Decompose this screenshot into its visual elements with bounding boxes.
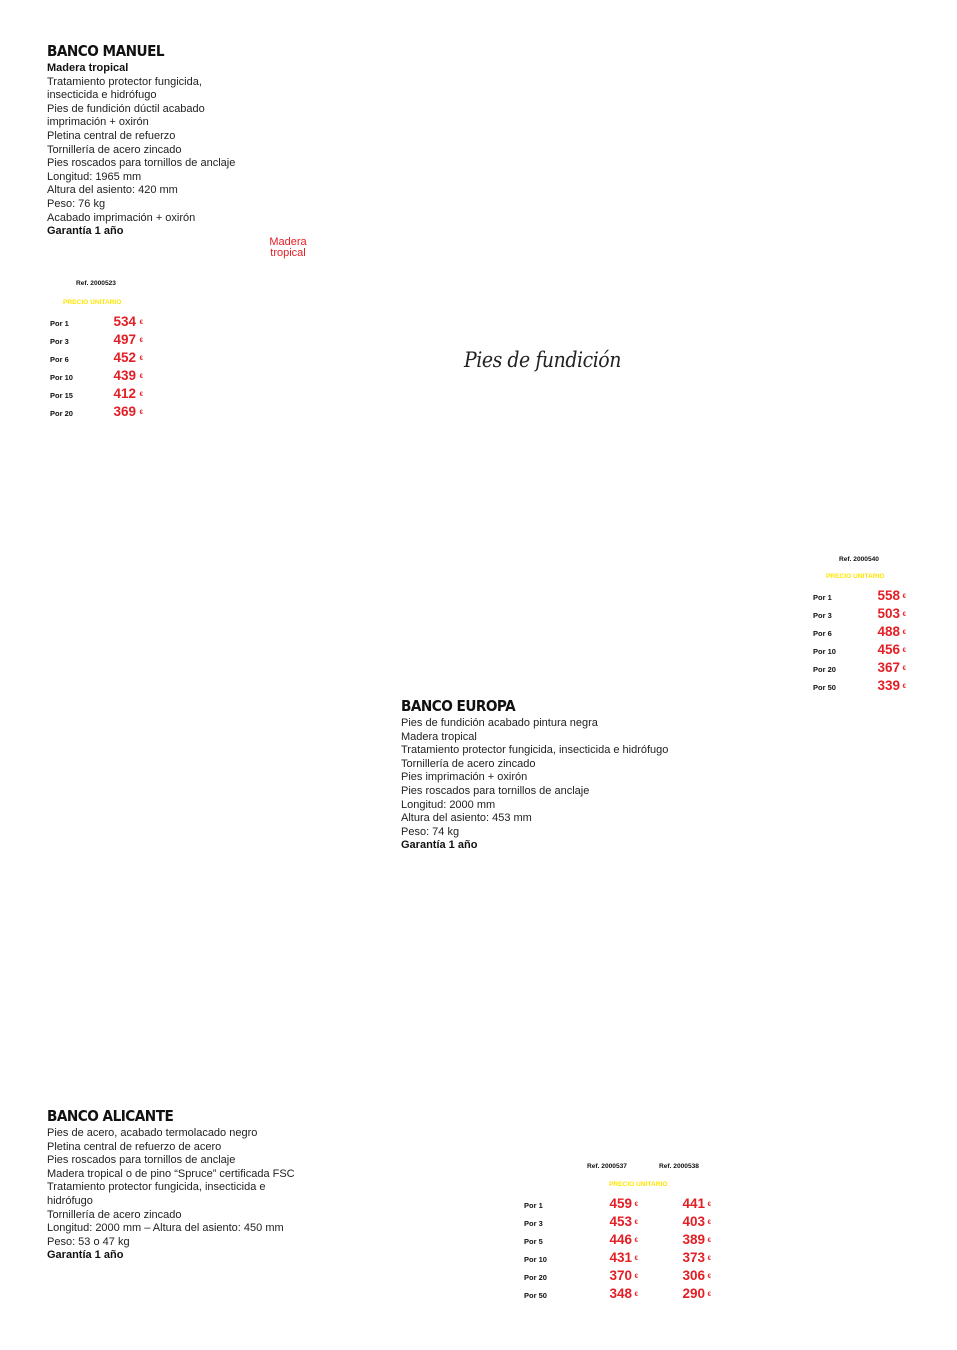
qty-label: Por 1 xyxy=(524,1201,543,1210)
price-value: 459 xyxy=(609,1196,632,1211)
price-value: 446 xyxy=(609,1232,632,1247)
price-value: 558 xyxy=(877,588,900,603)
currency-symbol: € xyxy=(707,1274,711,1280)
product-title: BANCO MANUEL xyxy=(47,42,165,60)
price-value: 369 xyxy=(113,404,136,419)
price-row xyxy=(813,659,913,677)
feature-caption: Pies de fundición xyxy=(464,348,621,372)
qty-label: Por 3 xyxy=(813,611,832,620)
spec-line: Tornillería de acero zincado xyxy=(401,757,536,770)
currency-symbol: € xyxy=(634,1202,638,1208)
spec-line: imprimación + oxirón xyxy=(47,116,149,129)
price-value: 373 xyxy=(682,1250,705,1265)
spec-line: Pies de fundición dúctil acabado xyxy=(47,102,205,115)
currency-symbol: € xyxy=(902,612,906,618)
unit-price-label: PRECIO UNITARIO xyxy=(63,299,122,306)
spec-line: Pies roscados para tornillos de anclaje xyxy=(401,784,590,797)
qty-label: Por 15 xyxy=(50,391,73,400)
callout-line: Madera xyxy=(269,236,307,248)
currency-symbol: € xyxy=(707,1238,711,1244)
price-value: 439 xyxy=(113,368,136,383)
currency-symbol: € xyxy=(634,1238,638,1244)
price-value: 503 xyxy=(877,606,900,621)
product-spec-list xyxy=(47,1127,295,1249)
qty-label: Por 3 xyxy=(50,337,69,346)
spec-line: Tornillería de acero zincado xyxy=(47,1208,182,1221)
ref-number: Ref. 2000540 xyxy=(839,556,879,563)
spec-line: Tornillería de acero zincado xyxy=(47,143,182,156)
qty-label: Por 10 xyxy=(813,647,836,656)
price-row xyxy=(813,677,913,695)
price-table-manuel xyxy=(50,280,160,425)
qty-label: Por 1 xyxy=(50,319,69,328)
currency-symbol: € xyxy=(707,1202,711,1208)
price-row xyxy=(50,367,160,385)
material-callout xyxy=(262,237,314,259)
product-title: BANCO ALICANTE xyxy=(47,1107,174,1125)
price-value: 348 xyxy=(609,1286,632,1301)
warranty-label: Garantía 1 año xyxy=(47,225,124,238)
price-value: 403 xyxy=(682,1214,705,1229)
spec-line: Madera tropical xyxy=(401,730,477,743)
product-spec-list xyxy=(47,76,235,226)
price-row xyxy=(524,1213,724,1231)
price-row xyxy=(50,385,160,403)
price-row xyxy=(50,313,160,331)
price-row xyxy=(50,331,160,349)
price-value: 456 xyxy=(877,642,900,657)
spec-line: Peso: 76 kg xyxy=(47,197,106,210)
spec-line: hidrófugo xyxy=(47,1194,93,1207)
price-value: 339 xyxy=(877,678,900,693)
spec-line: Tratamiento protector fungicida, xyxy=(47,75,202,88)
qty-label: Por 50 xyxy=(524,1291,547,1300)
qty-label: Por 3 xyxy=(524,1219,543,1228)
spec-line: Peso: 74 kg xyxy=(401,825,460,838)
currency-symbol: € xyxy=(902,684,906,690)
price-row xyxy=(524,1267,724,1285)
qty-label: Por 1 xyxy=(813,593,832,602)
currency-symbol: € xyxy=(139,338,143,344)
currency-symbol: € xyxy=(902,648,906,654)
product-title: BANCO EUROPA xyxy=(401,697,516,715)
currency-symbol: € xyxy=(707,1292,711,1298)
spec-line: insecticida e hidrófugo xyxy=(47,89,157,102)
currency-symbol: € xyxy=(634,1220,638,1226)
currency-symbol: € xyxy=(634,1256,638,1262)
spec-line: Longitud: 1965 mm xyxy=(47,170,142,183)
currency-symbol: € xyxy=(139,410,143,416)
price-value: 290 xyxy=(682,1286,705,1301)
price-value: 367 xyxy=(877,660,900,675)
qty-label: Por 5 xyxy=(524,1237,543,1246)
ref-number: Ref. 2000538 xyxy=(659,1163,699,1170)
currency-symbol: € xyxy=(902,630,906,636)
warranty-label: Garantía 1 año xyxy=(401,839,478,852)
price-row xyxy=(50,349,160,367)
currency-symbol: € xyxy=(139,320,143,326)
currency-symbol: € xyxy=(139,356,143,362)
currency-symbol: € xyxy=(139,392,143,398)
price-value: 370 xyxy=(609,1268,632,1283)
spec-line: Pletina central de refuerzo de acero xyxy=(47,1140,222,1153)
price-table-europa xyxy=(813,556,913,701)
spec-line: Pletina central de refuerzo xyxy=(47,129,176,142)
spec-line: Madera tropical o de pino “Spruce” certificada FSC xyxy=(47,1167,295,1180)
price-row xyxy=(813,641,913,659)
spec-line: Peso: 53 o 47 kg xyxy=(47,1235,130,1248)
qty-label: Por 20 xyxy=(524,1273,547,1282)
callout-line: tropical xyxy=(270,247,306,259)
unit-price-label: PRECIO UNITARIO xyxy=(609,1181,668,1188)
spec-line: Tratamiento protector fungicida, insecticida e xyxy=(47,1181,266,1194)
spec-line: Longitud: 2000 mm xyxy=(401,798,496,811)
price-value: 453 xyxy=(609,1214,632,1229)
spec-line: Pies de fundición acabado pintura negra xyxy=(401,717,598,729)
spec-line: Altura del asiento: 453 mm xyxy=(401,812,532,825)
product-alicante xyxy=(47,1107,295,1263)
price-row xyxy=(524,1249,724,1267)
qty-label: Por 20 xyxy=(813,665,836,674)
price-value: 441 xyxy=(682,1196,705,1211)
product-europa xyxy=(401,697,668,853)
spec-line: Pies imprimación + oxirón xyxy=(401,771,528,784)
price-value: 452 xyxy=(113,350,136,365)
currency-symbol: € xyxy=(634,1274,638,1280)
price-row xyxy=(813,605,913,623)
price-row xyxy=(524,1195,724,1213)
price-value: 306 xyxy=(682,1268,705,1283)
qty-label: Por 20 xyxy=(50,409,73,418)
qty-label: Por 10 xyxy=(50,373,73,382)
ref-number: Ref. 2000523 xyxy=(76,280,116,287)
price-value: 497 xyxy=(113,332,136,347)
currency-symbol: € xyxy=(902,666,906,672)
price-row xyxy=(813,587,913,605)
spec-line: Tratamiento protector fungicida, insecticida e hidrófugo xyxy=(401,744,669,757)
spec-line: Acabado imprimación + oxirón xyxy=(47,211,196,224)
qty-label: Por 6 xyxy=(50,355,69,364)
currency-symbol: € xyxy=(707,1220,711,1226)
product-manuel xyxy=(47,42,235,239)
price-value: 389 xyxy=(682,1232,705,1247)
unit-price-label: PRECIO UNITARIO xyxy=(826,573,885,580)
spec-line: Pies de acero, acabado termolacado negro xyxy=(47,1127,258,1139)
price-row xyxy=(524,1285,724,1303)
currency-symbol: € xyxy=(707,1256,711,1262)
qty-label: Por 10 xyxy=(524,1255,547,1264)
currency-symbol: € xyxy=(634,1292,638,1298)
spec-line: Pies roscados para tornillos de anclaje xyxy=(47,157,236,170)
spec-line: Pies roscados para tornillos de anclaje xyxy=(47,1154,236,1167)
price-row xyxy=(813,623,913,641)
ref-number: Ref. 2000537 xyxy=(587,1163,627,1170)
price-value: 534 xyxy=(113,314,136,329)
qty-label: Por 50 xyxy=(813,683,836,692)
price-value: 488 xyxy=(877,624,900,639)
price-table-alicante xyxy=(524,1163,724,1308)
spec-line: Longitud: 2000 mm – Altura del asiento: 450 mm xyxy=(47,1222,284,1235)
currency-symbol: € xyxy=(902,594,906,600)
price-value: 412 xyxy=(113,386,136,401)
product-spec-list xyxy=(401,717,668,839)
currency-symbol: € xyxy=(139,374,143,380)
price-row xyxy=(524,1231,724,1249)
warranty-label: Garantía 1 año xyxy=(47,1249,124,1262)
spec-line: Altura del asiento: 420 mm xyxy=(47,184,178,197)
price-value: 431 xyxy=(609,1250,632,1265)
product-material: Madera tropical xyxy=(47,62,129,74)
price-row xyxy=(50,403,160,421)
qty-label: Por 6 xyxy=(813,629,832,638)
